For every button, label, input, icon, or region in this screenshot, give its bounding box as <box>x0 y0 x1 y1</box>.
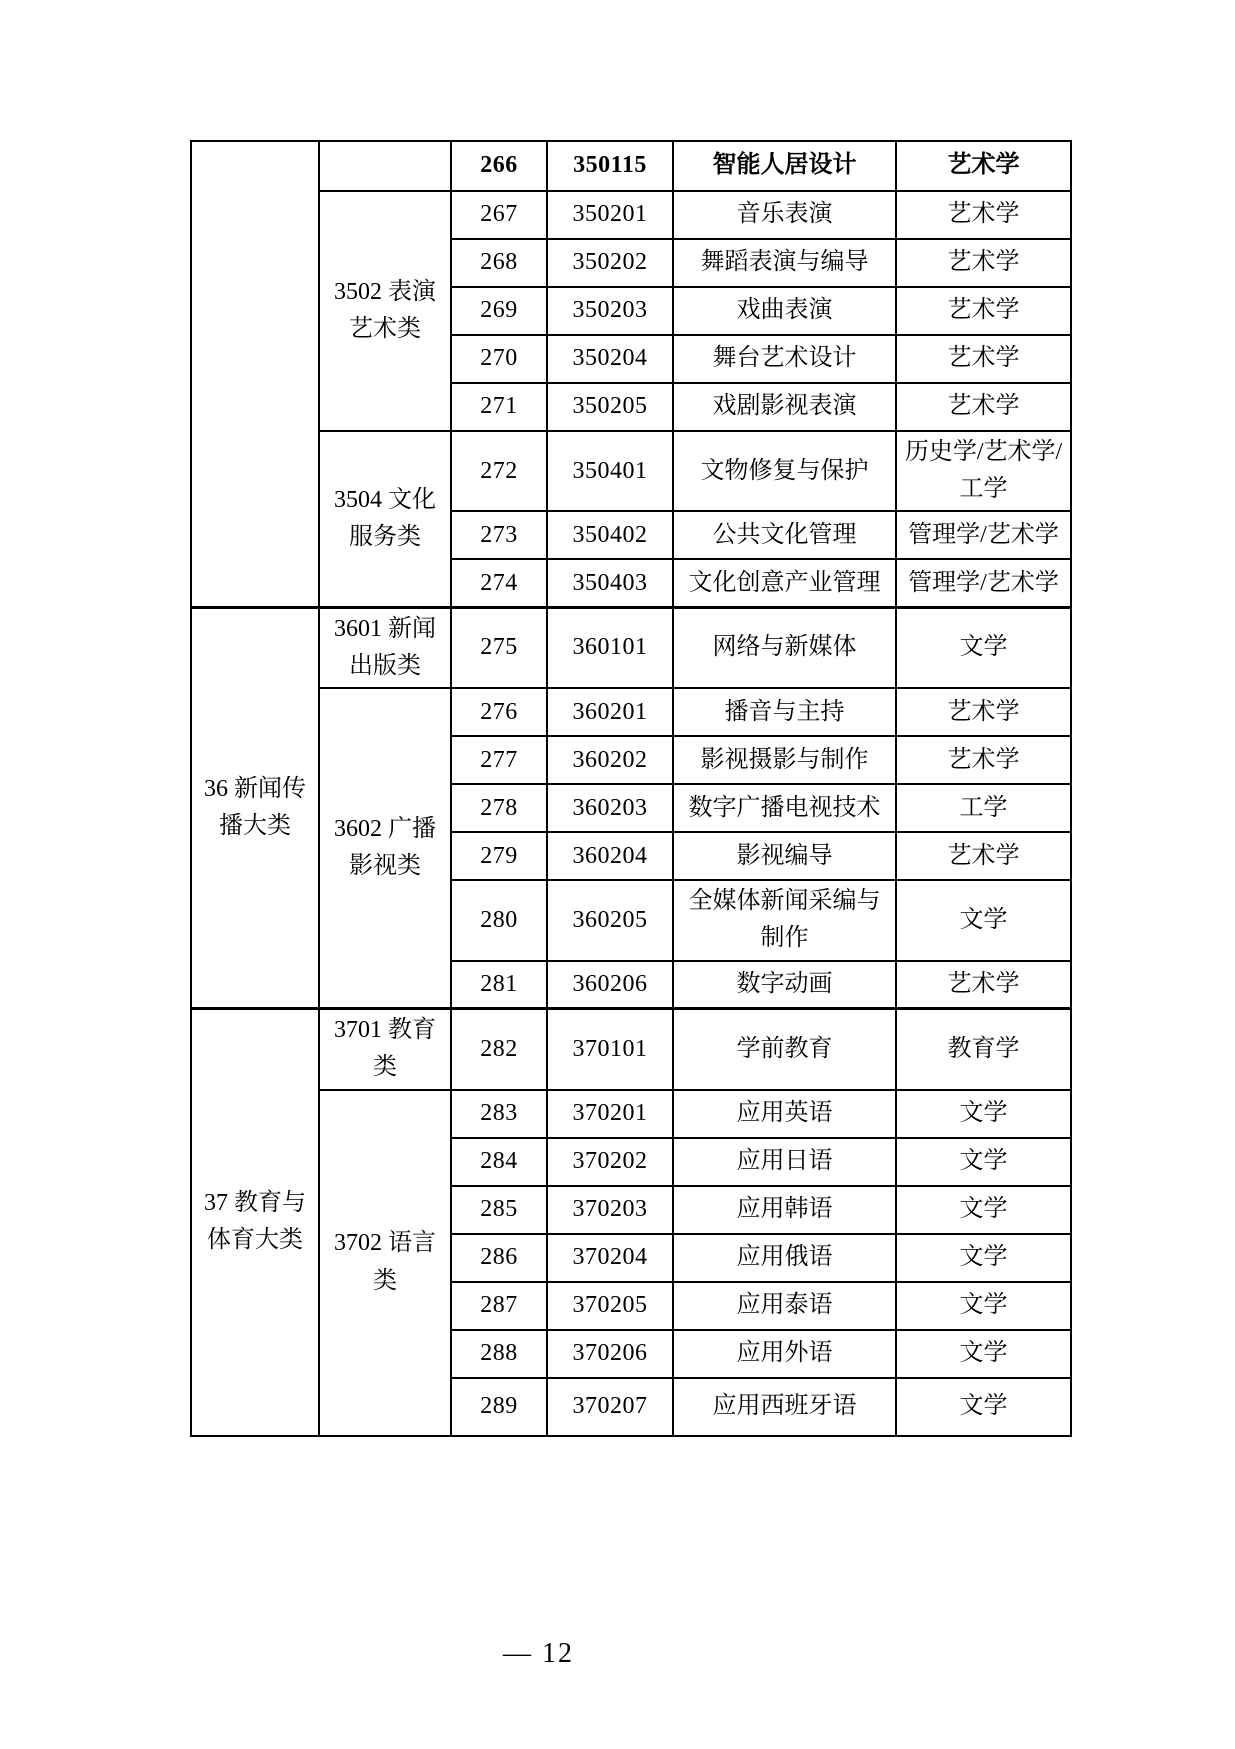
major-cell: 公共文化管理 <box>673 511 896 559</box>
seq-cell: 271 <box>451 383 547 431</box>
seq-cell: 268 <box>451 239 547 287</box>
code-cell: 370101 <box>547 1009 673 1090</box>
seq-cell: 280 <box>451 880 547 960</box>
code-cell: 350403 <box>547 559 673 607</box>
seq-cell: 275 <box>451 607 547 688</box>
discipline-cell: 文学 <box>896 880 1071 960</box>
code-cell: 360202 <box>547 736 673 784</box>
major-cell: 应用英语 <box>673 1090 896 1138</box>
seq-cell: 266 <box>451 141 547 191</box>
discipline-cell: 艺术学 <box>896 287 1071 335</box>
major-cell: 文化创意产业管理 <box>673 559 896 607</box>
seq-cell: 278 <box>451 784 547 832</box>
code-cell: 360101 <box>547 607 673 688</box>
discipline-cell: 艺术学 <box>896 688 1071 736</box>
group-cell <box>319 141 451 191</box>
code-cell: 360205 <box>547 880 673 960</box>
code-cell: 370204 <box>547 1234 673 1282</box>
seq-cell: 273 <box>451 511 547 559</box>
code-cell: 370207 <box>547 1378 673 1436</box>
seq-cell: 272 <box>451 431 547 511</box>
code-cell: 360204 <box>547 832 673 880</box>
seq-cell: 287 <box>451 1282 547 1330</box>
code-cell: 350201 <box>547 191 673 239</box>
seq-cell: 274 <box>451 559 547 607</box>
discipline-cell: 文学 <box>896 1234 1071 1282</box>
major-cell: 播音与主持 <box>673 688 896 736</box>
major-cell: 戏曲表演 <box>673 287 896 335</box>
discipline-cell: 文学 <box>896 1090 1071 1138</box>
group-cell: 3701 教育类 <box>319 1009 451 1090</box>
group-cell: 3504 文化服务类 <box>319 431 451 607</box>
seq-cell: 286 <box>451 1234 547 1282</box>
code-cell: 350203 <box>547 287 673 335</box>
discipline-cell: 教育学 <box>896 1009 1071 1090</box>
discipline-cell: 艺术学 <box>896 832 1071 880</box>
table-row <box>191 607 1071 688</box>
major-cell: 全媒体新闻采编与制作 <box>673 880 896 960</box>
code-cell: 350401 <box>547 431 673 511</box>
code-cell: 350202 <box>547 239 673 287</box>
category-cell: 36 新闻传播大类 <box>191 607 319 1008</box>
code-cell: 370205 <box>547 1282 673 1330</box>
discipline-cell: 文学 <box>896 1378 1071 1436</box>
code-cell: 360206 <box>547 961 673 1009</box>
seq-cell: 288 <box>451 1330 547 1378</box>
discipline-cell: 艺术学 <box>896 383 1071 431</box>
discipline-cell: 艺术学 <box>896 141 1071 191</box>
table-row <box>191 1009 1071 1090</box>
code-cell: 370201 <box>547 1090 673 1138</box>
discipline-cell: 艺术学 <box>896 961 1071 1009</box>
seq-cell: 282 <box>451 1009 547 1090</box>
table-row <box>191 1090 1071 1138</box>
code-cell: 350204 <box>547 335 673 383</box>
major-cell: 应用俄语 <box>673 1234 896 1282</box>
code-cell: 370203 <box>547 1186 673 1234</box>
seq-cell: 285 <box>451 1186 547 1234</box>
seq-cell: 284 <box>451 1138 547 1186</box>
seq-cell: 270 <box>451 335 547 383</box>
major-cell: 应用外语 <box>673 1330 896 1378</box>
table-row <box>191 191 1071 239</box>
group-cell: 3601 新闻出版类 <box>319 607 451 688</box>
code-cell: 360201 <box>547 688 673 736</box>
discipline-cell: 艺术学 <box>896 239 1071 287</box>
major-cell: 音乐表演 <box>673 191 896 239</box>
major-cell: 影视摄影与制作 <box>673 736 896 784</box>
table-row <box>191 141 1071 191</box>
category-cell: 37 教育与体育大类 <box>191 1009 319 1436</box>
group-cell: 3702 语言类 <box>319 1090 451 1436</box>
majors-table <box>190 140 1072 1437</box>
code-cell: 360203 <box>547 784 673 832</box>
major-cell: 应用日语 <box>673 1138 896 1186</box>
major-cell: 文物修复与保护 <box>673 431 896 511</box>
group-cell: 3502 表演艺术类 <box>319 191 451 431</box>
seq-cell: 281 <box>451 961 547 1009</box>
table-row <box>191 431 1071 511</box>
seq-cell: 283 <box>451 1090 547 1138</box>
discipline-cell: 文学 <box>896 1186 1071 1234</box>
major-cell: 应用泰语 <box>673 1282 896 1330</box>
major-cell: 智能人居设计 <box>673 141 896 191</box>
seq-cell: 276 <box>451 688 547 736</box>
major-cell: 应用韩语 <box>673 1186 896 1234</box>
seq-cell: 267 <box>451 191 547 239</box>
major-cell: 舞台艺术设计 <box>673 335 896 383</box>
discipline-cell: 历史学/艺术学/工学 <box>896 431 1071 511</box>
discipline-cell: 文学 <box>896 607 1071 688</box>
discipline-cell: 艺术学 <box>896 736 1071 784</box>
code-cell: 370202 <box>547 1138 673 1186</box>
major-cell: 网络与新媒体 <box>673 607 896 688</box>
code-cell: 350205 <box>547 383 673 431</box>
discipline-cell: 文学 <box>896 1330 1071 1378</box>
group-cell: 3602 广播影视类 <box>319 688 451 1008</box>
table-row <box>191 688 1071 736</box>
major-cell: 应用西班牙语 <box>673 1378 896 1436</box>
major-cell: 学前教育 <box>673 1009 896 1090</box>
major-cell: 影视编导 <box>673 832 896 880</box>
major-cell: 舞蹈表演与编导 <box>673 239 896 287</box>
discipline-cell: 艺术学 <box>896 335 1071 383</box>
page-number: — 12 <box>503 1638 574 1669</box>
seq-cell: 279 <box>451 832 547 880</box>
code-cell: 350402 <box>547 511 673 559</box>
discipline-cell: 艺术学 <box>896 191 1071 239</box>
code-cell: 350115 <box>547 141 673 191</box>
category-cell <box>191 141 319 607</box>
seq-cell: 269 <box>451 287 547 335</box>
discipline-cell: 工学 <box>896 784 1071 832</box>
discipline-cell: 管理学/艺术学 <box>896 511 1071 559</box>
discipline-cell: 文学 <box>896 1282 1071 1330</box>
major-cell: 戏剧影视表演 <box>673 383 896 431</box>
seq-cell: 277 <box>451 736 547 784</box>
discipline-cell: 管理学/艺术学 <box>896 559 1071 607</box>
seq-cell: 289 <box>451 1378 547 1436</box>
code-cell: 370206 <box>547 1330 673 1378</box>
major-cell: 数字广播电视技术 <box>673 784 896 832</box>
discipline-cell: 文学 <box>896 1138 1071 1186</box>
major-cell: 数字动画 <box>673 961 896 1009</box>
